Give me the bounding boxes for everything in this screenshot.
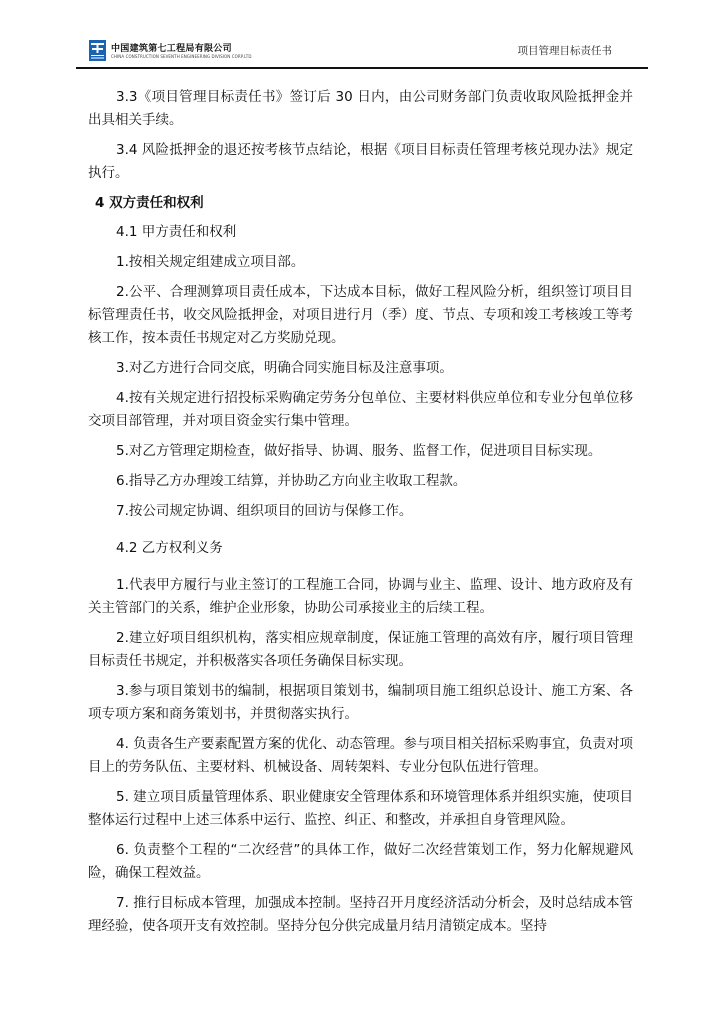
party-b-item: 7. 推行目标成本管理，加强成本控制。坚持召开月度经济活动分析会，及时总结成本管理经验，使各项开支有效控制。坚持分包分供完成量月结月清锁定成本。坚持 — [88, 895, 633, 934]
party-a-item: 4.按有关规定进行招投标采购确定劳务分包单位、主要材料供应单位和专业分包单位移交项目部管理，并对项目资金实行集中管理。 — [88, 390, 633, 429]
paragraph-3-3: 3.3《项目管理目标责任书》签订后 30 日内，由公司财务部门负责收取风险抵押金并出具相关手续。 — [88, 89, 633, 128]
party-a-item: 3.对乙方进行合同交底，明确合同实施目标及注意事项。 — [116, 360, 453, 376]
header-divider — [76, 67, 648, 69]
company-logo — [89, 40, 106, 61]
party-b-item: 4. 负责各生产要素配置方案的优化、动态管理。参与项目相关招标采购事宜，负责对项目上的劳务队伍、主要材料、机械设备、周转架料、专业分包队伍进行管理。 — [88, 736, 633, 775]
party-b-item: 6. 负责整个工程的“二次经营”的具体工作，做好二次经营策划工作，努力化解规避风险，确保工程效益。 — [88, 842, 633, 881]
company-name: 中国建筑第七工程局有限公司 — [111, 44, 232, 54]
party-a-item: 5.对乙方管理定期检查，做好指导、协调、服务、监督工作，促进项目目标实现。 — [116, 443, 602, 459]
company-english-name: CHINA CONSTRUCTION SEVENTH ENGINEERING DIVISION CORP.LTD — [111, 54, 252, 59]
party-b-item: 5. 建立项目质量管理体系、职业健康安全管理体系和环境管理体系并组织实施，使项目整体运行过程中上述三体系中运行、监控、纠正、和整改，并承担自身管理风险。 — [88, 789, 633, 828]
company-logo-mark — [89, 40, 106, 61]
document-body — [88, 86, 633, 945]
party-b-item: 2.建立好项目组织机构，落实相应规章制度，保证施工管理的高效有序，履行项目管理目标责任书规定，并积极落实各项任务确保目标实现。 — [88, 630, 633, 669]
party-a-item: 1.按相关规定组建成立项目部。 — [116, 254, 305, 270]
party-a-item: 2.公平、合理测算项目责任成本，下达成本目标，做好工程风险分析，组织签订项目目标管理责任书，收交风险抵押金，对项目进行月（季）度、节点、专项和竣工考核竣工等考核工作，按本责任书规定对乙方奖励兑现。 — [88, 284, 633, 346]
party-b-item: 1.代表甲方履行与业主签订的工程施工合同，协调与业主、监理、设计、地方政府及有关主管部门的关系，维护企业形象，协助公司承接业主的后续工程。 — [88, 577, 633, 616]
paragraph-3-4: 3.4 风险抵押金的退还按考核节点结论，根据《项目目标责任管理考核兑现办法》规定执行。 — [88, 142, 633, 181]
party-b-item: 3.参与项目策划书的编制，根据项目策划书，编制项目施工组织总设计、施工方案、各项专项方案和商务策划书，并贯彻落实执行。 — [88, 683, 633, 722]
subheading-4-2: 4.2 乙方权利义务 — [116, 540, 223, 556]
section-heading-4: 4 双方责任和权利 — [95, 195, 204, 211]
page-header — [76, 38, 648, 68]
party-a-item: 6.指导乙方办理竣工结算，并协助乙方向业主收取工程款。 — [116, 473, 467, 489]
running-header-title: 项目管理目标责任书 — [517, 45, 612, 57]
subheading-4-1: 4.1 甲方责任和权利 — [116, 224, 237, 240]
party-a-item: 7.按公司规定协调、组织项目的回访与保修工作。 — [116, 503, 413, 519]
